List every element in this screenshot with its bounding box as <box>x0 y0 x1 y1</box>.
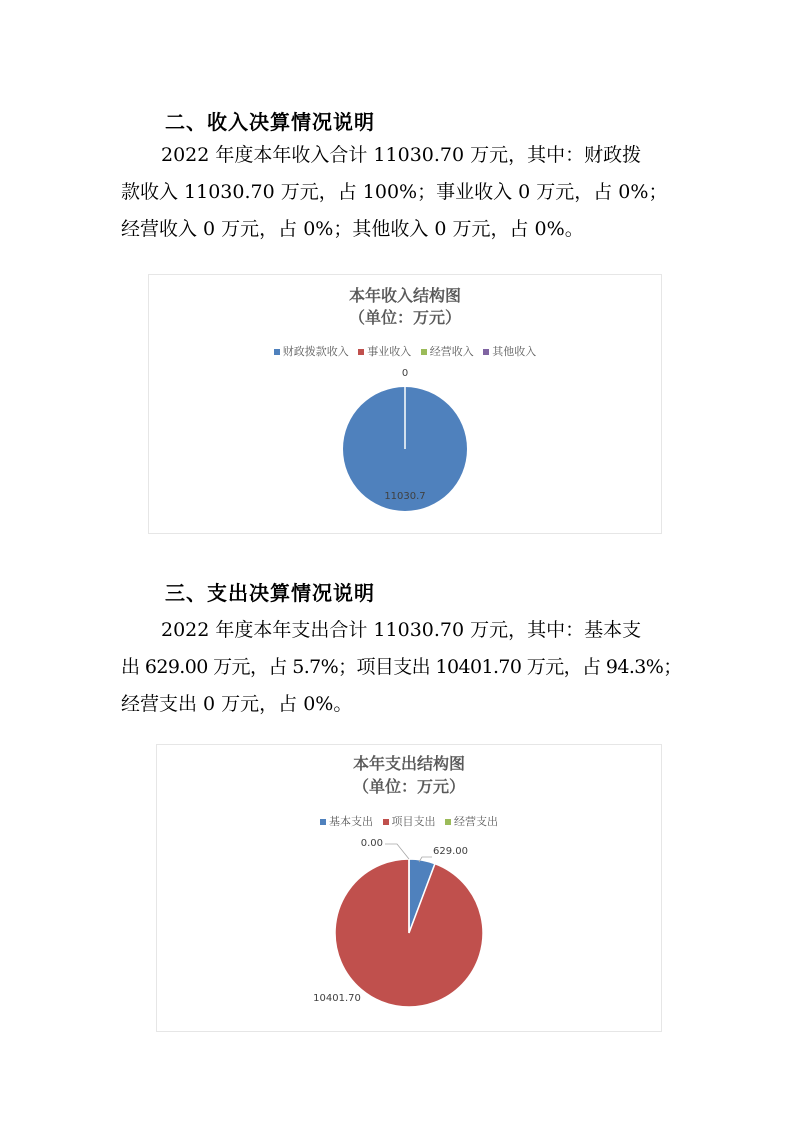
data-label: 629.00 <box>433 846 468 857</box>
income-structure-chart <box>148 274 662 534</box>
expenditure-paragraph <box>121 612 682 723</box>
income-paragraph <box>121 137 669 248</box>
legend-label: 事业收入 <box>367 345 412 358</box>
chart-title: 本年收入结构图 <box>348 286 461 305</box>
chart-subtitle: （单位：万元） <box>352 777 465 796</box>
legend-label: 经营收入 <box>429 345 474 358</box>
data-label: 0.00 <box>360 838 383 849</box>
legend-label: 其他收入 <box>492 345 537 358</box>
data-label: 10401.70 <box>313 993 361 1004</box>
data-label: 11030.7 <box>384 491 426 502</box>
chart-subtitle: （单位：万元） <box>348 308 461 327</box>
paragraph-line: 经营支出 0 万元，占 0%。 <box>121 693 353 715</box>
expenditure-pie-svg <box>157 745 661 1031</box>
expenditure-structure-chart <box>156 744 662 1032</box>
legend-label: 财政拨款收入 <box>282 345 349 358</box>
chart-title: 本年支出结构图 <box>352 754 465 773</box>
paragraph-line: 款收入 11030.70 万元，占 100%；事业收入 0 万元，占 0%； <box>121 181 668 203</box>
income-pie-svg <box>149 275 661 533</box>
paragraph-line: 2022 年度本年支出合计 11030.70 万元，其中：基本支 <box>161 619 642 641</box>
paragraph-line: 2022 年度本年收入合计 11030.70 万元，其中：财政拨 <box>161 144 642 166</box>
section-heading-income: 二、收入决算情况说明 <box>165 110 375 134</box>
legend-label: 基本支出 <box>329 815 373 828</box>
paragraph-line: 经营收入 0 万元，占 0%；其他收入 0 万元，占 0%。 <box>121 218 584 240</box>
legend-label: 项目支出 <box>391 815 436 828</box>
leader-line <box>385 844 409 859</box>
section-heading-expenditure: 三、支出决算情况说明 <box>165 581 375 605</box>
legend-label: 经营支出 <box>454 815 498 828</box>
data-label: 0 <box>401 368 409 379</box>
paragraph-line: 出 629.00 万元，占 5.7%；项目支出 10401.70 万元，占 94.3%； <box>121 656 682 678</box>
